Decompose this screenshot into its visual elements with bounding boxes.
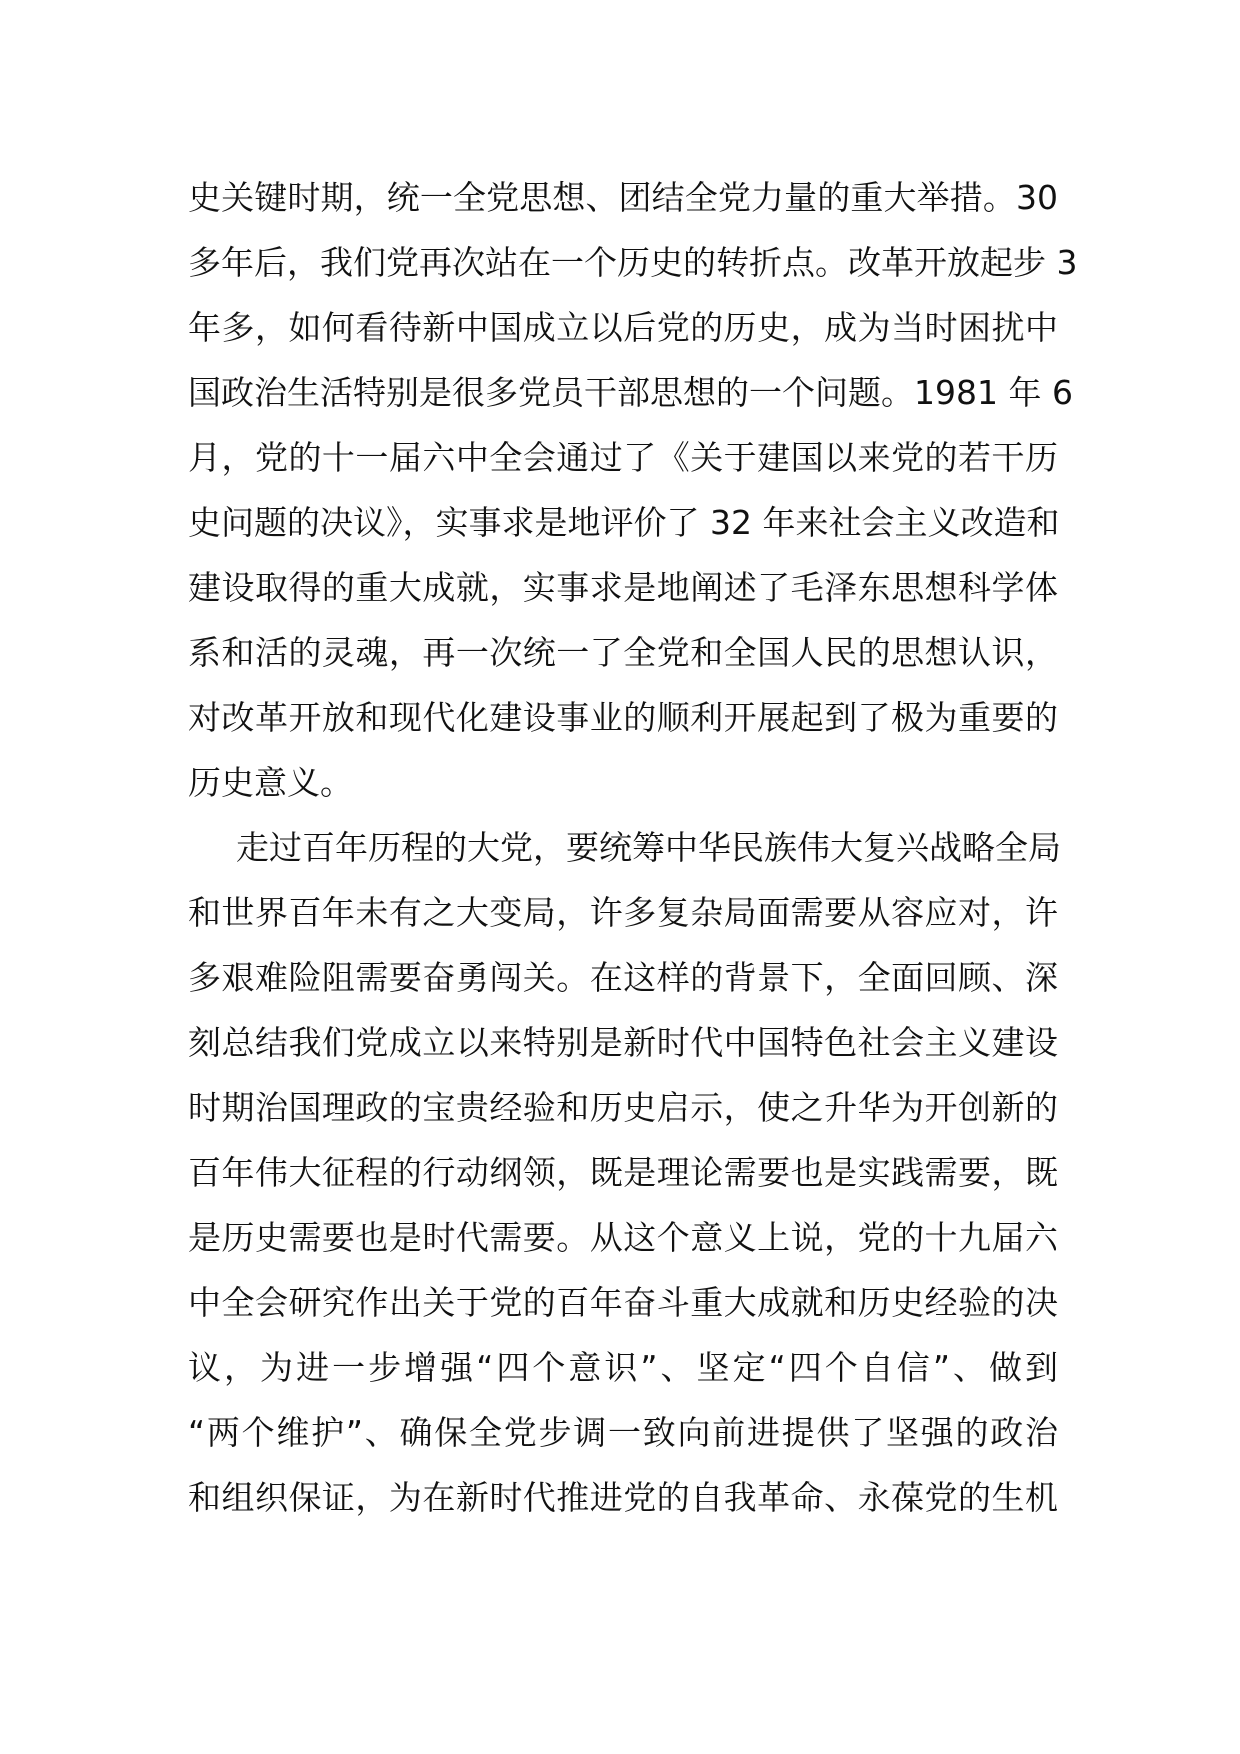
text-line: 时期治国理政的宝贵经验和历史启示，使之升华为开创新的	[188, 1088, 1058, 1127]
text-line: 建设取得的重大成就，实事求是地阐述了毛泽东思想科学体	[188, 568, 1058, 607]
paragraph	[188, 165, 1078, 815]
text-line: 百年伟大征程的行动纲领，既是理论需要也是实践需要，既	[188, 1153, 1058, 1192]
text-line: 是历史需要也是时代需要。从这个意义上说，党的十九届六	[188, 1218, 1058, 1257]
paragraph	[188, 815, 1061, 1530]
text-line: 多艰难险阻需要奋勇闯关。在这样的背景下，全面回顾、深	[188, 958, 1058, 997]
body-text	[188, 165, 1078, 1530]
text-line: 和世界百年未有之大变局，许多复杂局面需要从容应对，许	[188, 893, 1058, 932]
text-line: 史关键时期，统一全党思想、团结全党力量的重大举措。30	[188, 178, 1058, 217]
text-line: 中全会研究作出关于党的百年奋斗重大成就和历史经验的决	[188, 1283, 1058, 1322]
text-line: 走过百年历程的大党，要统筹中华民族伟大复兴战略全局	[236, 828, 1061, 867]
text-line: 历史意义。	[188, 763, 353, 802]
text-line: “两个维护”、确保全党步调一致向前进提供了坚强的政治	[188, 1413, 1058, 1452]
text-line: 对改革开放和现代化建设事业的顺利开展起到了极为重要的	[188, 698, 1058, 737]
text-line: 多年后，我们党再次站在一个历史的转折点。改革开放起步 3	[188, 243, 1078, 282]
text-line: 年多，如何看待新中国成立以后党的历史，成为当时困扰中	[188, 308, 1058, 347]
text-line: 系和活的灵魂，再一次统一了全党和全国人民的思想认识，	[188, 633, 1058, 672]
text-line: 史问题的决议》，实事求是地评价了 32 年来社会主义改造和	[188, 503, 1060, 542]
text-line: 和组织保证，为在新时代推进党的自我革命、永葆党的生机	[188, 1478, 1058, 1517]
text-line: 国政治生活特别是很多党员干部思想的一个问题。1981 年 6	[188, 373, 1073, 412]
text-line: 刻总结我们党成立以来特别是新时代中国特色社会主义建设	[188, 1023, 1058, 1062]
text-line: 议，为进一步增强“四个意识”、坚定“四个自信”、做到	[188, 1348, 1058, 1387]
text-line: 月，党的十一届六中全会通过了《关于建国以来党的若干历	[188, 438, 1058, 477]
